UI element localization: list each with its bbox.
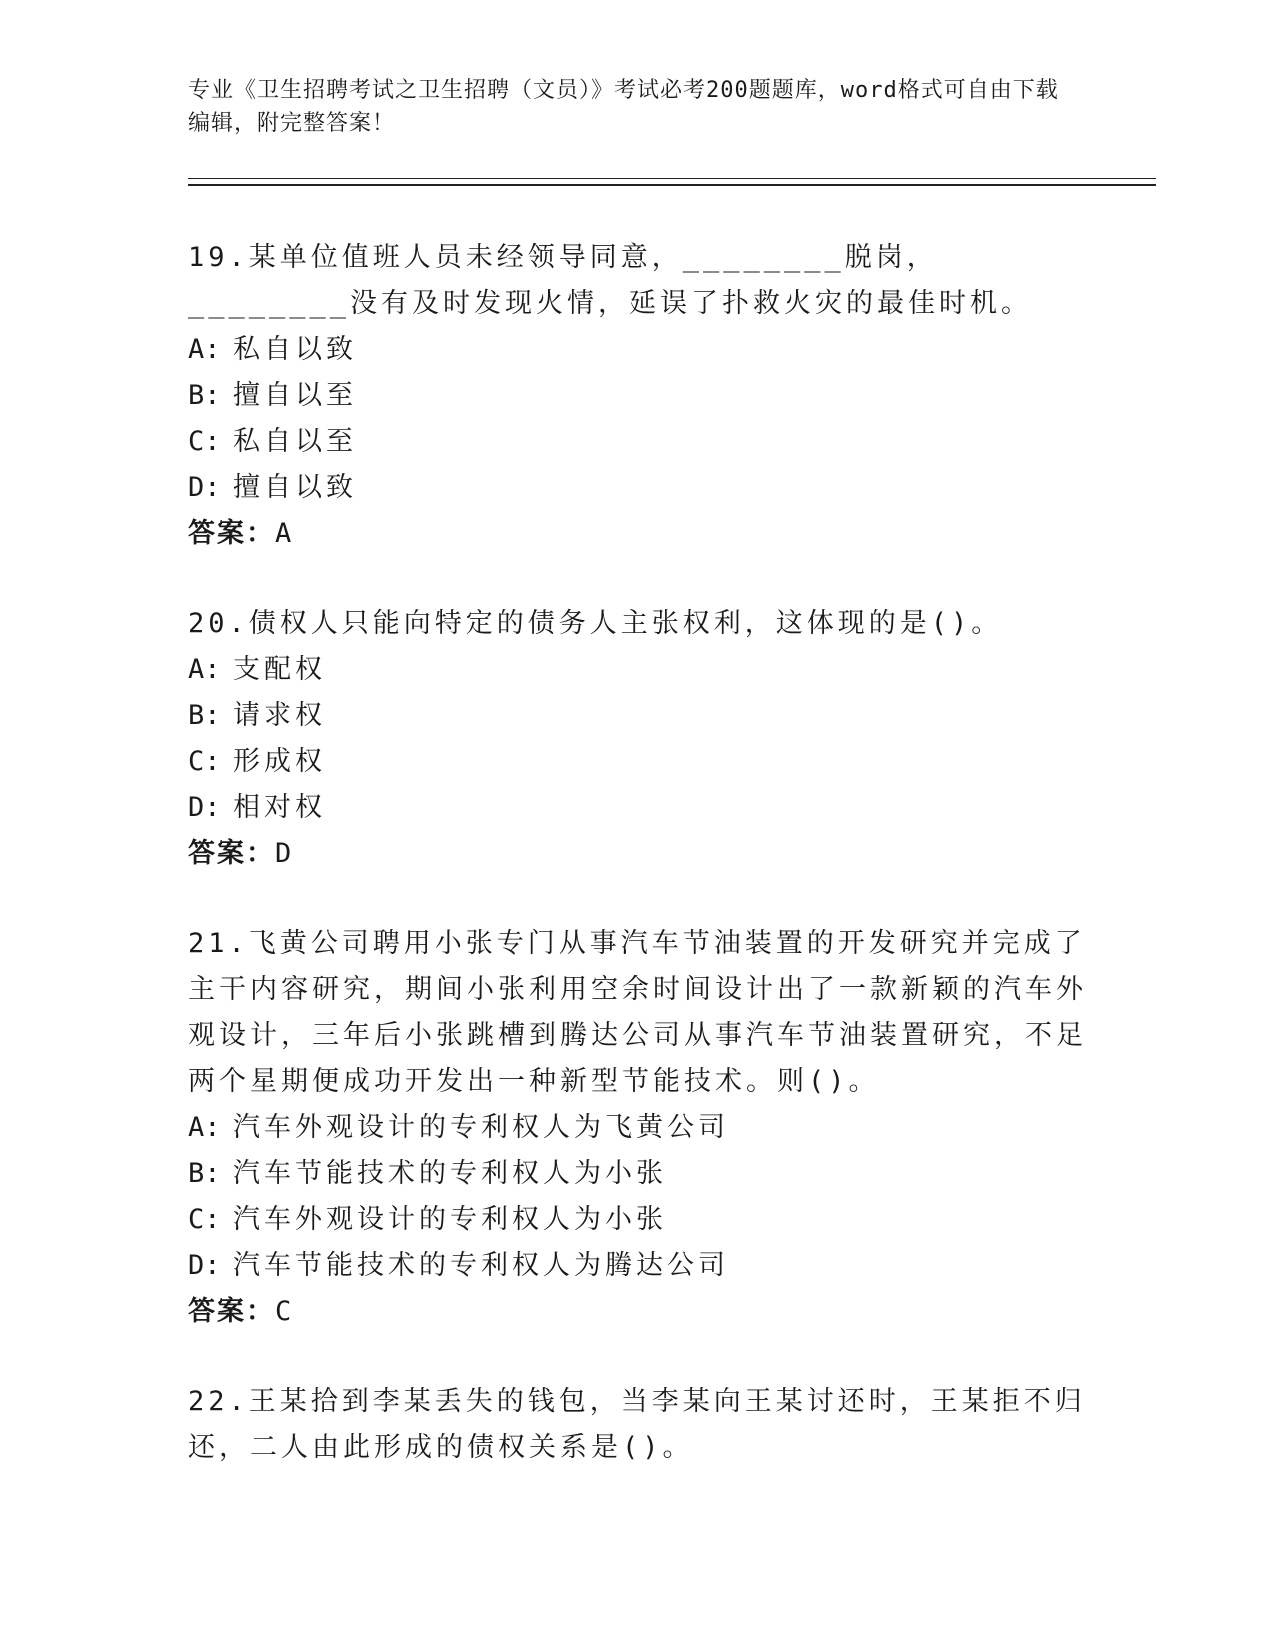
option-a bbox=[188, 327, 1088, 373]
answer-line bbox=[188, 511, 1088, 557]
option-key: A: bbox=[188, 1112, 221, 1143]
option-c bbox=[188, 419, 1088, 465]
option-d bbox=[188, 785, 1088, 831]
option-key: C: bbox=[188, 746, 221, 777]
answer-label: 答案： bbox=[188, 518, 275, 549]
answer-label: 答案： bbox=[188, 838, 275, 869]
answer-line bbox=[188, 831, 1088, 877]
question-22 bbox=[188, 1379, 1088, 1471]
option-key: A: bbox=[188, 334, 221, 365]
option-key: B: bbox=[188, 380, 221, 411]
option-text: 汽车外观设计的专利权人为飞黄公司 bbox=[233, 1112, 729, 1143]
answer-value: C bbox=[275, 1296, 294, 1327]
question-stem: 19.某单位值班人员未经领导同意，________脱岗，________没有及时发现火情，延误了扑救火灾的最佳时机。 bbox=[188, 242, 1033, 319]
option-a bbox=[188, 1105, 1088, 1151]
option-key: D: bbox=[188, 1250, 221, 1281]
option-d bbox=[188, 1243, 1088, 1289]
option-c bbox=[188, 1197, 1088, 1243]
answer-label: 答案： bbox=[188, 1296, 275, 1327]
option-key: A: bbox=[188, 654, 221, 685]
option-key: C: bbox=[188, 426, 221, 457]
question-stem: 21.飞黄公司聘用小张专门从事汽车节油装置的开发研究并完成了主干内容研究，期间小张利用空余时间设计出了一款新颖的汽车外观设计，三年后小张跳槽到腾达公司从事汽车节油装置研究，不足两个星期便成功开发出一种新型节能技术。则()。 bbox=[188, 928, 1087, 1097]
option-text: 私自以致 bbox=[233, 334, 357, 365]
option-key: C: bbox=[188, 1204, 221, 1235]
option-b bbox=[188, 1151, 1088, 1197]
option-d bbox=[188, 465, 1088, 511]
question-stem: 22.王某拾到李某丢失的钱包，当李某向王某讨还时，王某拒不归还，二人由此形成的债权关系是()。 bbox=[188, 1386, 1086, 1463]
option-text: 擅自以至 bbox=[233, 380, 357, 411]
answer-value: A bbox=[275, 518, 294, 549]
question-21 bbox=[188, 921, 1088, 1335]
question-19 bbox=[188, 235, 1088, 557]
option-b bbox=[188, 373, 1088, 419]
option-text: 形成权 bbox=[233, 746, 326, 777]
question-stem: 20.债权人只能向特定的债务人主张权利，这体现的是()。 bbox=[188, 608, 1003, 639]
option-text: 汽车节能技术的专利权人为腾达公司 bbox=[233, 1250, 729, 1281]
document-header: 专业《卫生招聘考试之卫生招聘（文员）》考试必考200题题库，word格式可自由下载编辑，附完整答案！ bbox=[188, 78, 1059, 136]
option-key: D: bbox=[188, 792, 221, 823]
option-c bbox=[188, 739, 1088, 785]
option-text: 汽车节能技术的专利权人为小张 bbox=[233, 1158, 667, 1189]
option-b bbox=[188, 693, 1088, 739]
option-text: 汽车外观设计的专利权人为小张 bbox=[233, 1204, 667, 1235]
answer-line bbox=[188, 1289, 1088, 1335]
option-text: 相对权 bbox=[233, 792, 326, 823]
option-text: 支配权 bbox=[233, 654, 326, 685]
option-text: 擅自以致 bbox=[233, 472, 357, 503]
answer-value: D bbox=[275, 838, 294, 869]
option-key: D: bbox=[188, 472, 221, 503]
option-text: 私自以至 bbox=[233, 426, 357, 457]
option-key: B: bbox=[188, 700, 221, 731]
question-list bbox=[188, 235, 1088, 1515]
header-divider bbox=[188, 178, 1156, 186]
option-a bbox=[188, 647, 1088, 693]
option-text: 请求权 bbox=[233, 700, 326, 731]
option-key: B: bbox=[188, 1158, 221, 1189]
question-20 bbox=[188, 601, 1088, 877]
